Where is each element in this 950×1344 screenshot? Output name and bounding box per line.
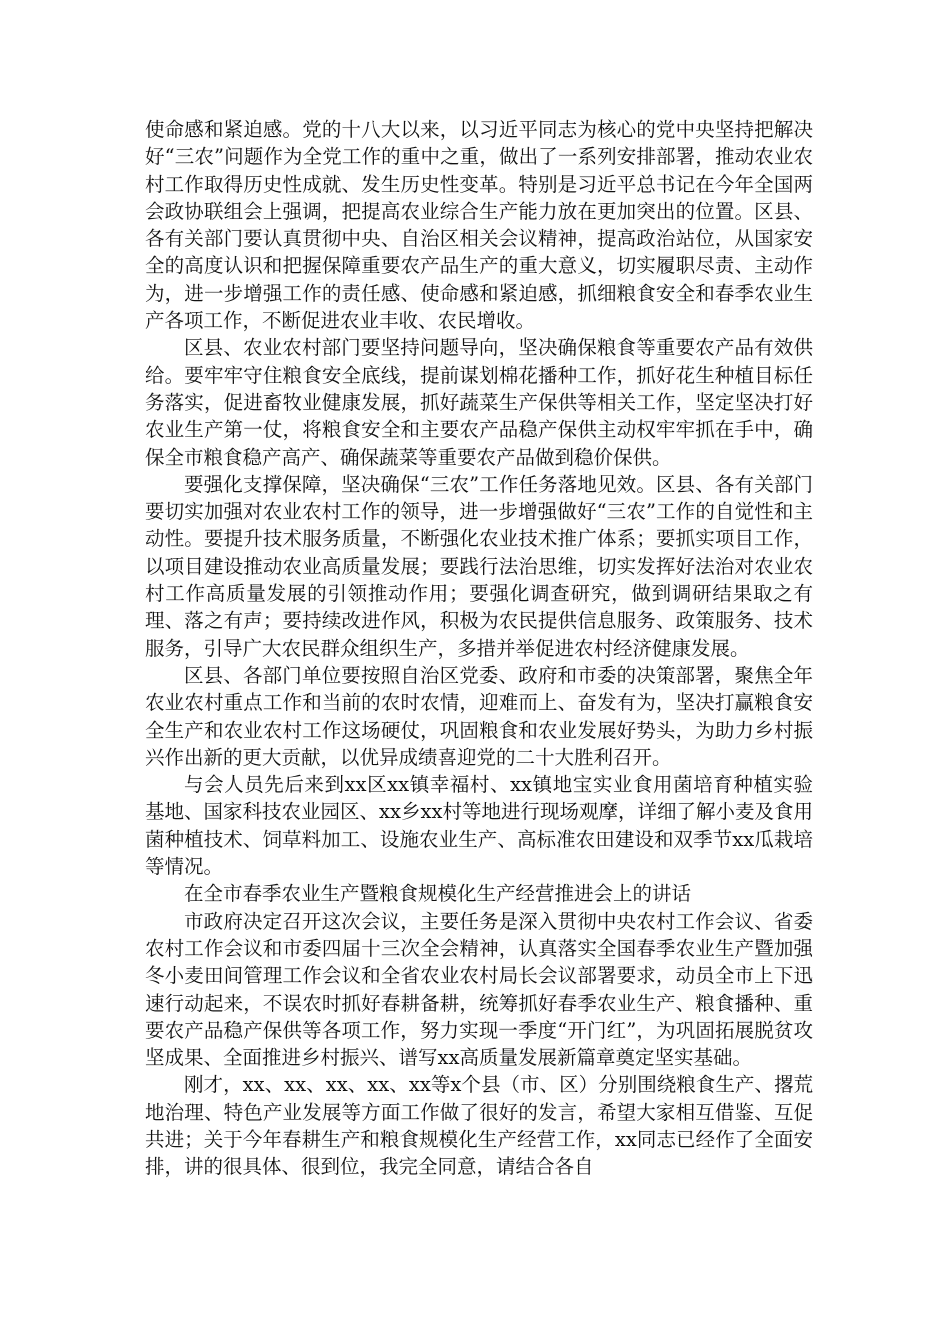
document-body xyxy=(145,116,813,1181)
paragraph-5: 与会人员先后来到xx区xx镇幸福村、xx镇地宝实业食用菌培育种植实验基地、国家科技农业园区、xx乡xx村等地进行现场观摩，详细了解小麦及食用菌种植技术、饲草料加工、设施农业生产、高标准农田建设和双季节xx瓜栽培等情况。 xyxy=(145,773,813,879)
paragraph-4: 区县、各部门单位要按照自治区党委、政府和市委的决策部署，聚焦全年农业农村重点工作和当前的农时农情，迎难而上、奋发有为，坚决打赢粮食安全生产和农业农村工作这场硬仗，巩固粮食和农业发展好势头，为助力乡村振兴作出新的更大贡献，以优异成绩喜迎党的二十大胜利召开。 xyxy=(145,663,813,769)
speech-title: 在全市春季农业生产暨粮食规模化生产经营推进会上的讲话 xyxy=(184,882,692,906)
paragraph-3: 要强化支撑保障，坚决确保“三农”工作任务落地见效。区县、各有关部门要切实加强对农业农村工作的领导，进一步增强做好“三农”工作的自觉性和主动性。要提升技术服务质量，不断强化农业技术推广体系；要抓实项目工作，以项目建设推动农业高质量发展；要践行法治思维，切实发挥好法治对农业农村工作高质量发展的引领推动作用；要强化调查研究，做到调研结果取之有理、落之有声；要持续改进作风，积极为农民提供信息服务、政策服务、技术服务，引导广大农民群众组织生产，多措并举促进农村经济健康发展。 xyxy=(145,472,813,660)
paragraph-2: 区县、农业农村部门要坚持问题导向，坚决确保粮食等重要农产品有效供给。要牢牢守住粮食安全底线，提前谋划棉花播种工作，抓好花生种植目标任务落实，促进畜牧业健康发展，抓好蔬菜生产保供等相关工作，坚定坚决打好农业生产第一仗，将粮食安全和主要农产品稳产保供主动权牢牢抓在手中，确保全市粮食稳产高产、确保蔬菜等重要农产品做到稳价保供。 xyxy=(145,336,813,469)
paragraph-7: 市政府决定召开这次会议，主要任务是深入贯彻中央农村工作会议、省委农村工作会议和市委四届十三次全会精神，认真落实全国春季农业生产暨加强冬小麦田间管理工作会议和全省农业农村局长会议部署要求，动员全市上下迅速行动起来，不误农时抓好春耕备耕，统筹抓好春季农业生产、粮食播种、重要农产品稳产保供等各项工作，努力实现一季度“开门红”，为巩固拓展脱贫攻坚成果、全面推进乡村振兴、谱写xx高质量发展新篇章奠定坚实基础。 xyxy=(145,909,813,1070)
paragraph-8: 刚才，xx、xx、xx、xx、xx等x个县（市、区）分别围绕粮食生产、撂荒地治理、特色产业发展等方面工作做了很好的发言，希望大家相互借鉴、互促共进；关于今年春耕生产和粮食规模化生产经营工作，xx同志已经作了全面安排，讲的很具体、很到位，我完全同意，请结合各自 xyxy=(145,1073,813,1179)
paragraph-1: 使命感和紧迫感。党的十八大以来，以习近平同志为核心的党中央坚持把解决好“三农”问题作为全党工作的重中之重，做出了一系列安排部署，推动农业农村工作取得历史性成就、发生历史性变革。特别是习近平总书记在今年全国两会政协联组会上强调，把提高农业综合生产能力放在更加突出的位置。区县、各有关部门要认真贯彻中央、自治区相关会议精神，提高政治站位，从国家安全的高度认识和把握保障重要农产品生产的重大意义，切实履职尽责、主动作为，进一步增强工作的责任感、使命感和紧迫感，抓细粮食安全和春季农业生产各项工作，不断促进农业丰收、农民增收。 xyxy=(145,118,813,333)
